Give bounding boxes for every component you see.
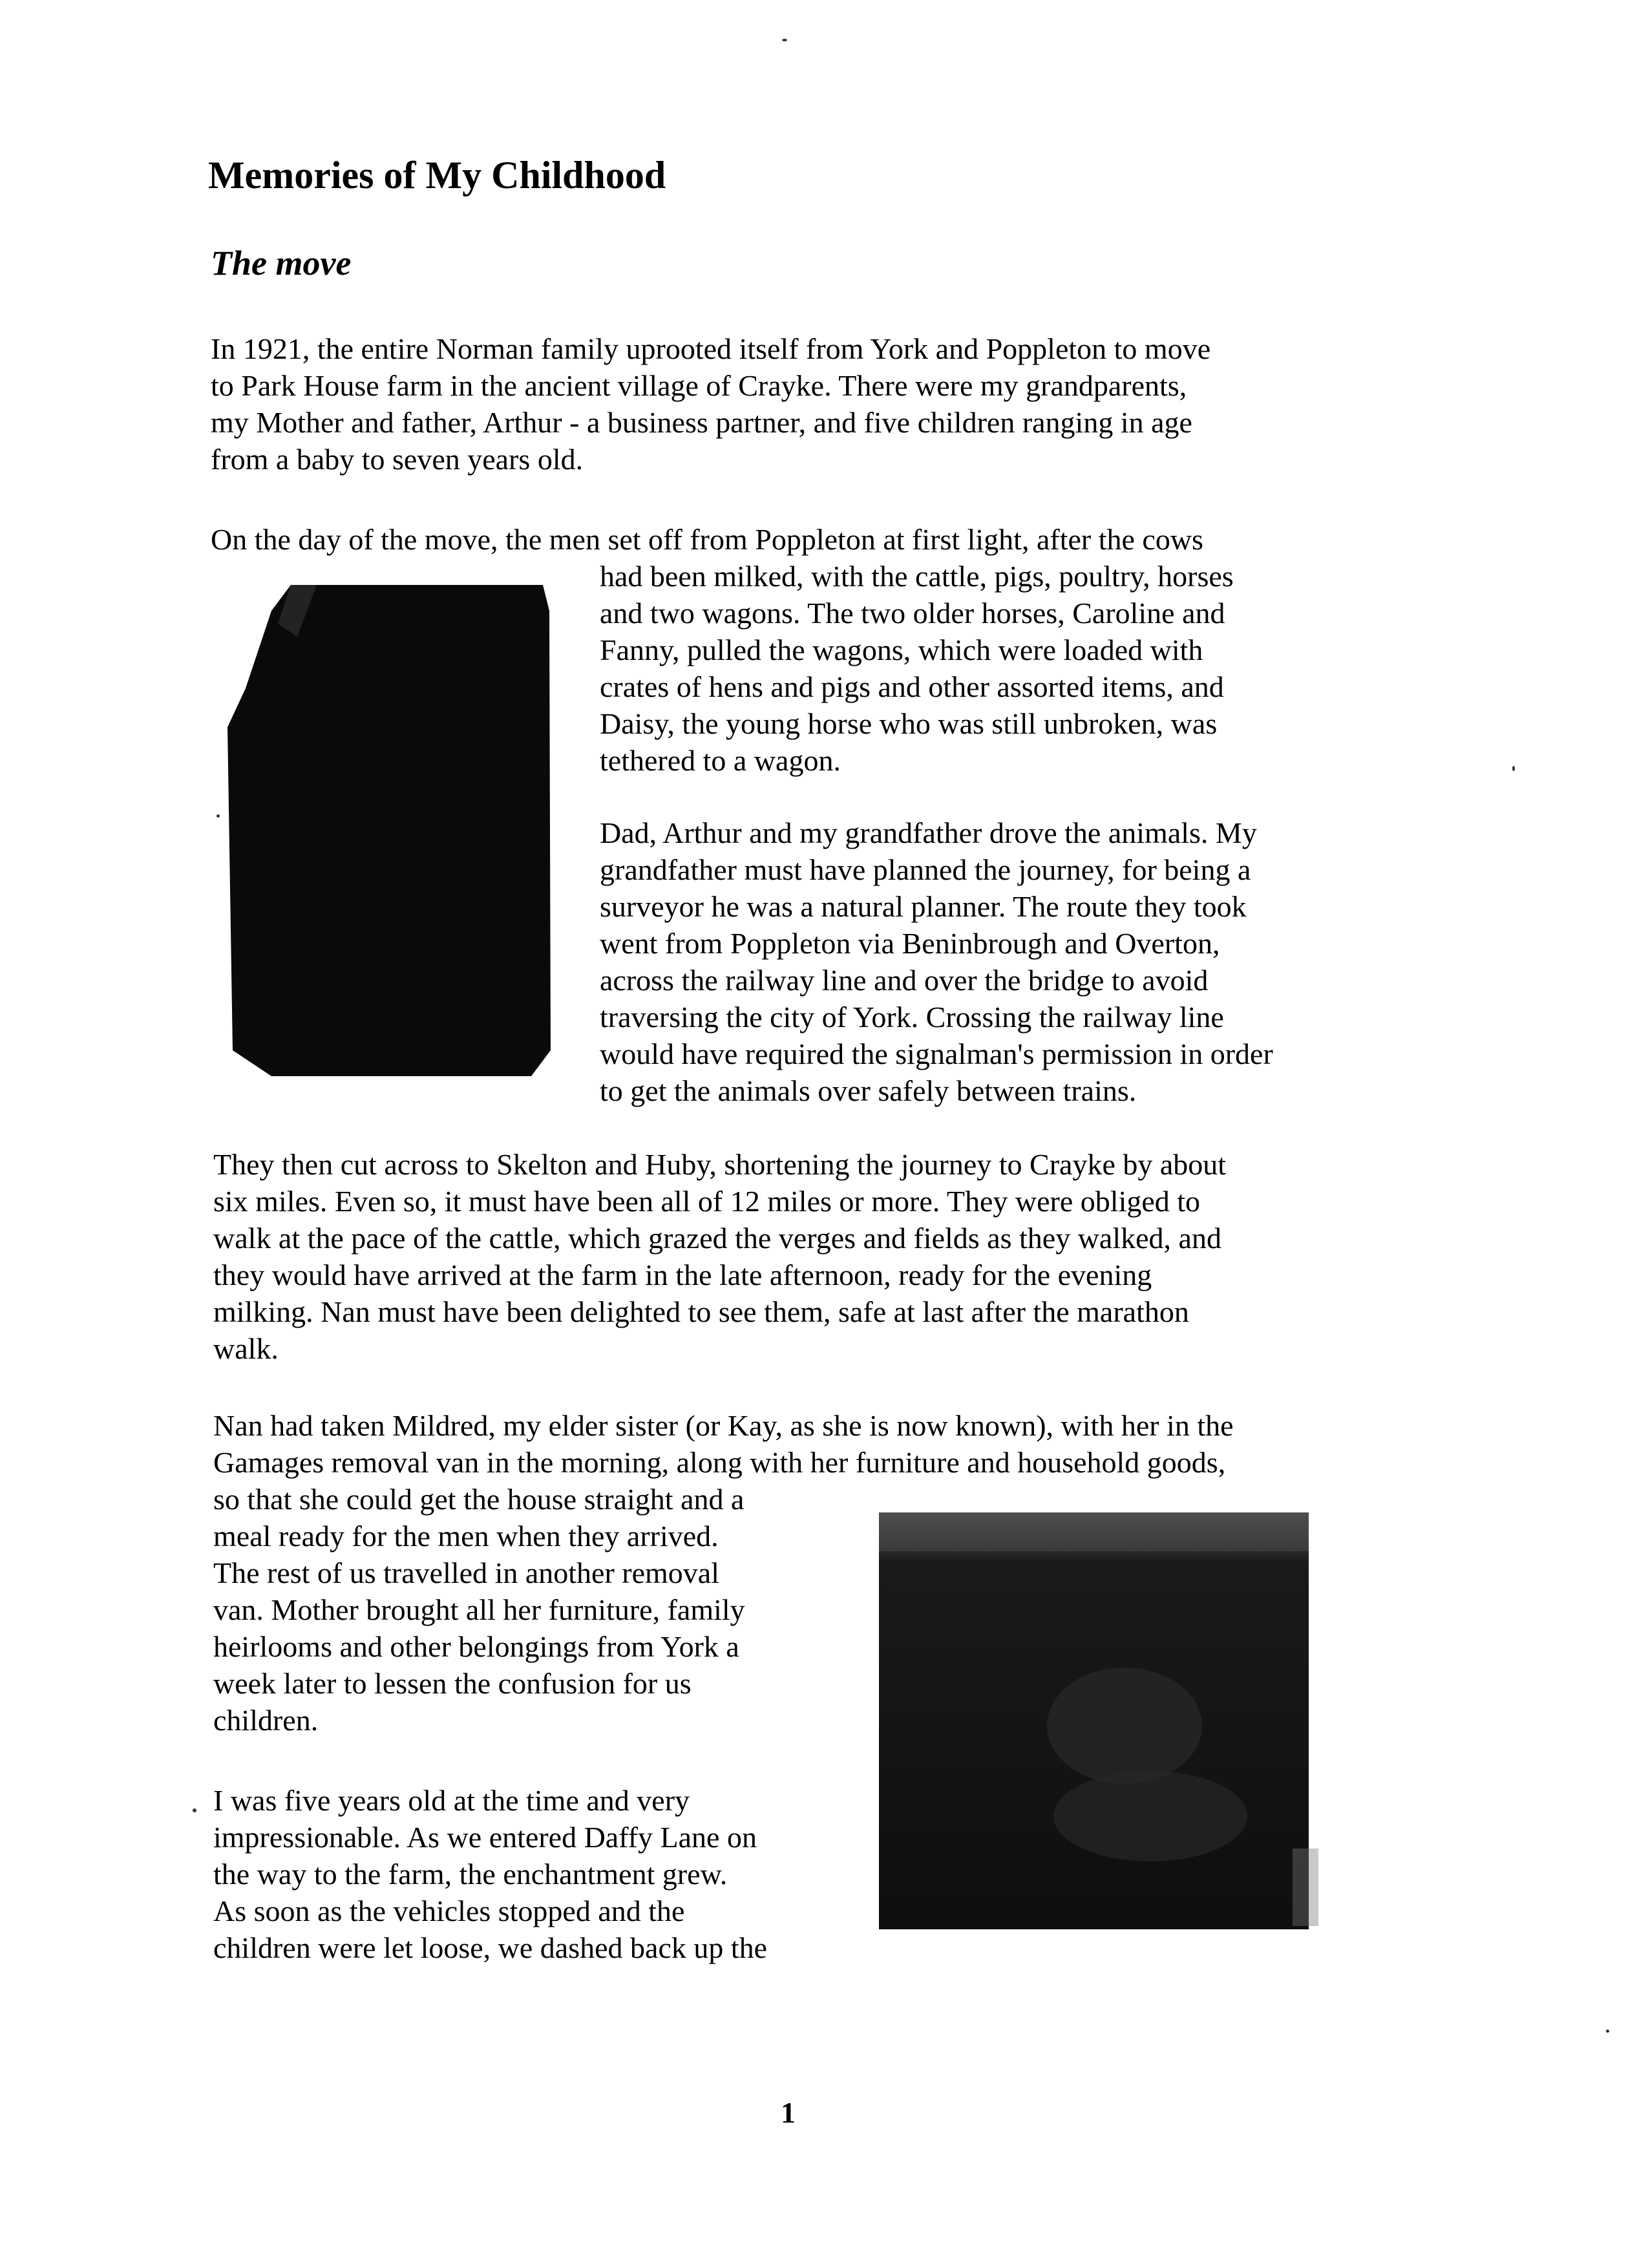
text-line: The rest of us travelled in another removal bbox=[213, 1556, 719, 1589]
text-line: walk at the pace of the cattle, which grazed the verges and fields as they walked, and bbox=[213, 1222, 1221, 1255]
text-line: Fanny, pulled the wagons, which were loaded with bbox=[600, 633, 1203, 666]
text-line: six miles. Even so, it must have been all of 12 miles or more. They were obliged to bbox=[213, 1185, 1201, 1218]
scan-speck bbox=[217, 814, 220, 818]
scan-speck bbox=[193, 1808, 196, 1812]
text-line: week later to lessen the confusion for us bbox=[213, 1667, 692, 1700]
page-number: 1 bbox=[781, 2096, 796, 2129]
text-line: my Mother and father, Arthur - a business partner, and five children ranging in age bbox=[211, 406, 1192, 439]
text-line: impressionable. As we entered Daffy Lane on bbox=[213, 1821, 757, 1854]
text-line: On the day of the move, the men set off from Poppleton at first light, after the cows bbox=[211, 523, 1203, 556]
scan-speck bbox=[1512, 766, 1515, 771]
section-heading: The move bbox=[211, 244, 352, 282]
text-line: to get the animals over safely between trains. bbox=[600, 1074, 1137, 1107]
scan-speck bbox=[782, 39, 787, 41]
text-line: would have required the signalman's permission in order bbox=[600, 1037, 1273, 1070]
text-line: went from Poppleton via Beninbrough and Overton, bbox=[600, 927, 1220, 960]
text-line: van. Mother brought all her furniture, family bbox=[213, 1593, 745, 1626]
text-line: and two wagons. The two older horses, Caroline and bbox=[600, 597, 1225, 630]
text-line: tethered to a wagon. bbox=[600, 744, 841, 777]
text-line: across the railway line and over the bridge to avoid bbox=[600, 964, 1209, 997]
text-line: Gamages removal van in the morning, along with her furniture and household goods, bbox=[213, 1446, 1226, 1479]
text-line: walk. bbox=[213, 1332, 279, 1365]
text-line: traversing the city of York. Crossing the railway line bbox=[600, 1001, 1224, 1033]
text-line: They then cut across to Skelton and Huby, shortening the journey to Crayke by about bbox=[213, 1148, 1227, 1181]
text-line: from a baby to seven years old. bbox=[211, 443, 584, 476]
text-line: I was five years old at the time and very bbox=[213, 1784, 690, 1817]
scan-speck bbox=[1606, 2030, 1609, 2033]
text-line: Nan had taken Mildred, my elder sister (or Kay, as she is now known), with her in the bbox=[213, 1409, 1234, 1442]
text-line: meal ready for the men when they arrived. bbox=[213, 1520, 719, 1553]
text-line: crates of hens and pigs and other assorted items, and bbox=[600, 670, 1224, 703]
text-line: children. bbox=[213, 1704, 319, 1737]
text-line: Daisy, the young horse who was still unbroken, was bbox=[600, 707, 1218, 740]
text-line: Dad, Arthur and my grandfather drove the animals. My bbox=[600, 816, 1257, 849]
text-line: surveyor he was a natural planner. The route they took bbox=[600, 890, 1247, 923]
text-line: children were let loose, we dashed back up the bbox=[213, 1931, 768, 1964]
text-line: grandfather must have planned the journey, for being a bbox=[600, 853, 1251, 886]
text-line: so that she could get the house straight and a bbox=[213, 1483, 745, 1516]
text-line: As soon as the vehicles stopped and the bbox=[213, 1894, 685, 1927]
text-line: milking. Nan must have been delighted to see them, safe at last after the marathon bbox=[213, 1295, 1189, 1328]
text-line: to Park House farm in the ancient village of Crayke. There were my grandparents, bbox=[211, 369, 1187, 402]
photo-family-portrait bbox=[220, 585, 562, 1083]
text-line: heirlooms and other belongings from York a bbox=[213, 1630, 739, 1663]
text-line: had been milked, with the cattle, pigs, poultry, horses bbox=[600, 560, 1234, 593]
photo-farm-scene bbox=[879, 1512, 1318, 1933]
page-title: Memories of My Childhood bbox=[208, 154, 666, 196]
text-line: the way to the farm, the enchantment grew. bbox=[213, 1858, 728, 1891]
text-line: In 1921, the entire Norman family uprooted itself from York and Poppleton to move bbox=[211, 332, 1211, 365]
text-line: they would have arrived at the farm in the late afternoon, ready for the evening bbox=[213, 1258, 1152, 1291]
